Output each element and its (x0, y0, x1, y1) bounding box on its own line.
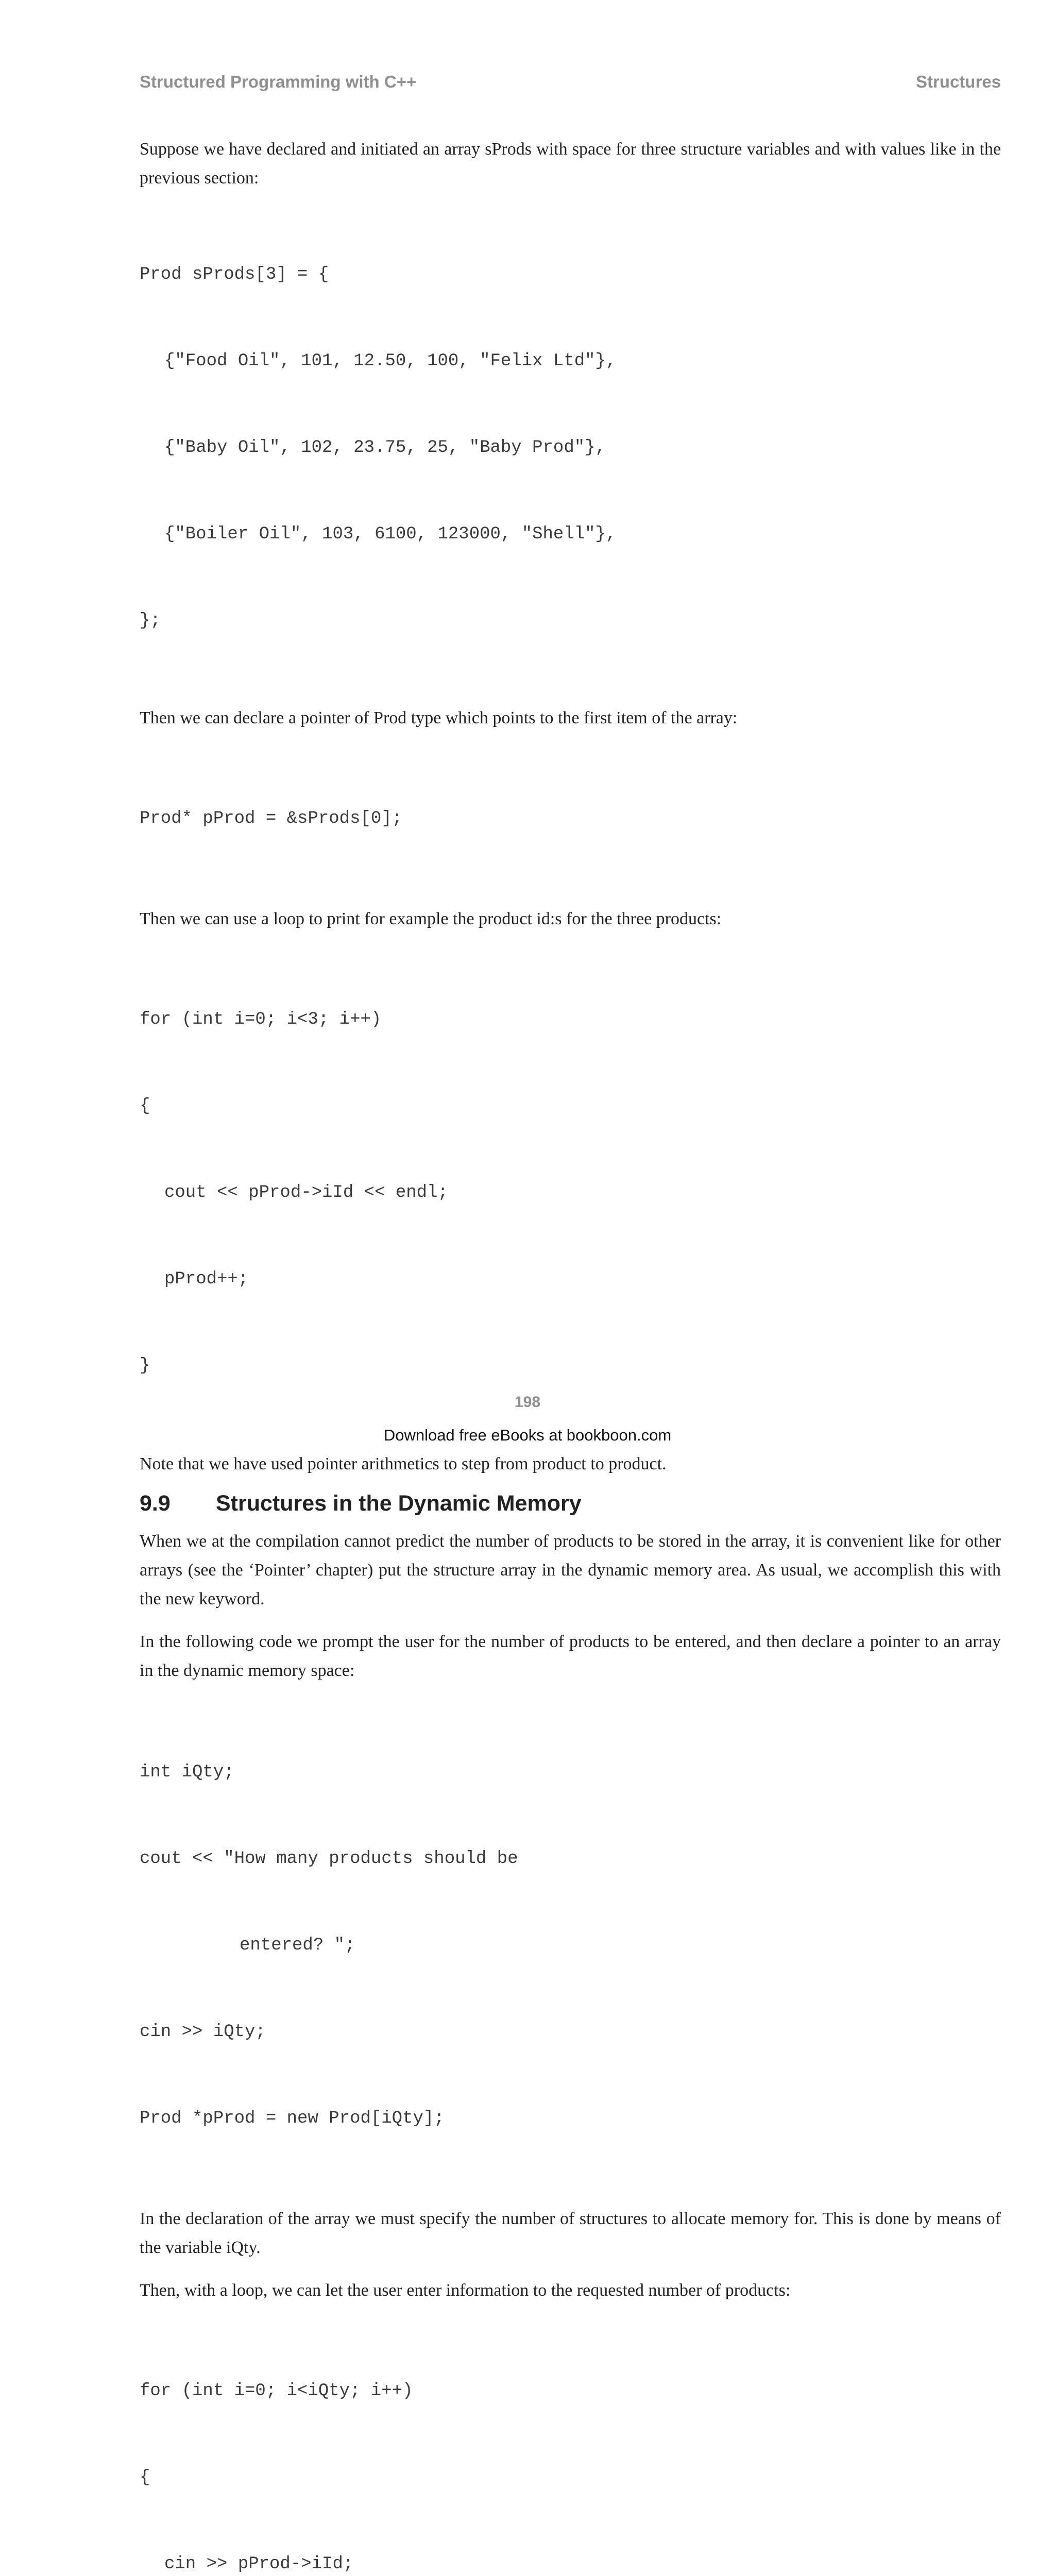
paragraph: Then, with a loop, we can let the user enter information to the requested number of products: (140, 2281, 791, 2300)
paragraph: Suppose we have declared and initiated an array sProds with space for three structure variables and with values like in the previous section: (140, 140, 1001, 188)
running-header (140, 72, 1001, 92)
code-line: }; (140, 611, 161, 631)
code-line: for (int i=0; i<iQty; i++) (140, 2381, 413, 2401)
page-number: 198 (514, 1394, 541, 1411)
code-line: {"Boiler Oil", 103, 6100, 123000, "Shell"}, (164, 524, 617, 544)
code-line: cin >> iQty; (140, 2022, 266, 2042)
section-title: Structures in the Dynamic Memory (216, 1491, 582, 1516)
code-line: { (140, 2468, 150, 2487)
paragraph: Note that we have used pointer arithmetics to step from product to product. (140, 1454, 667, 1473)
code-block (140, 2319, 1001, 2576)
book-title: Structured Programming with C++ (140, 72, 417, 91)
paragraph: In the following code we prompt the user for the number of products to be entered, and then declare a pointer to an array in the dynamic memory space: (140, 1632, 1001, 1680)
code-line: entered? "; (240, 1936, 355, 1955)
code-line: pProd++; (164, 1269, 249, 1289)
section-number: 9.9 (140, 1491, 171, 1516)
download-link[interactable]: Download free eBooks at bookboon.com (383, 1426, 672, 1444)
code-line: for (int i=0; i<3; i++) (140, 1010, 382, 1029)
code-line: {"Food Oil", 101, 12.50, 100, "Felix Ltd"}, (164, 351, 617, 371)
section-heading (140, 1491, 1001, 1516)
paragraph: Then we can use a loop to print for example the product id:s for the three products: (140, 909, 722, 928)
paragraph: Then we can declare a pointer of Prod type which points to the first item of the array: (140, 708, 738, 727)
code-line: { (140, 1096, 150, 1116)
page-content (140, 135, 1001, 2576)
code-line: Prod *pProd = new Prod[iQty]; (140, 2109, 445, 2128)
code-line: cout << pProd->iId << endl; (164, 1183, 448, 1202)
code-line: Prod sProds[3] = { (140, 265, 329, 284)
code-block (140, 202, 1001, 693)
code-line: cout << "How many products should be (140, 1849, 518, 1869)
code-line: int iQty; (140, 1762, 234, 1782)
code-block (140, 747, 1001, 891)
code-block (140, 1700, 1001, 2191)
code-line: cin >> pProd->iId; (164, 2554, 354, 2574)
code-block (140, 947, 1001, 1438)
chapter-title: Structures (915, 72, 1001, 91)
code-line: {"Baby Oil", 102, 23.75, 25, "Baby Prod"}, (164, 438, 606, 457)
paragraph: When we at the compilation cannot predict the number of products to be stored in the array, it is convenient like for other arrays (see the ‘Pointer’ chapter) put the structure array in the dynamic memory area. As usual, we accomplish this with the new keyword. (140, 1532, 1001, 1608)
code-line: } (140, 1356, 150, 1376)
paragraph: In the declaration of the array we must specify the number of structures to allocate memory for. This is done by means of the variable iQty. (140, 2209, 1001, 2257)
code-line: Prod* pProd = &sProds[0]; (140, 809, 403, 828)
